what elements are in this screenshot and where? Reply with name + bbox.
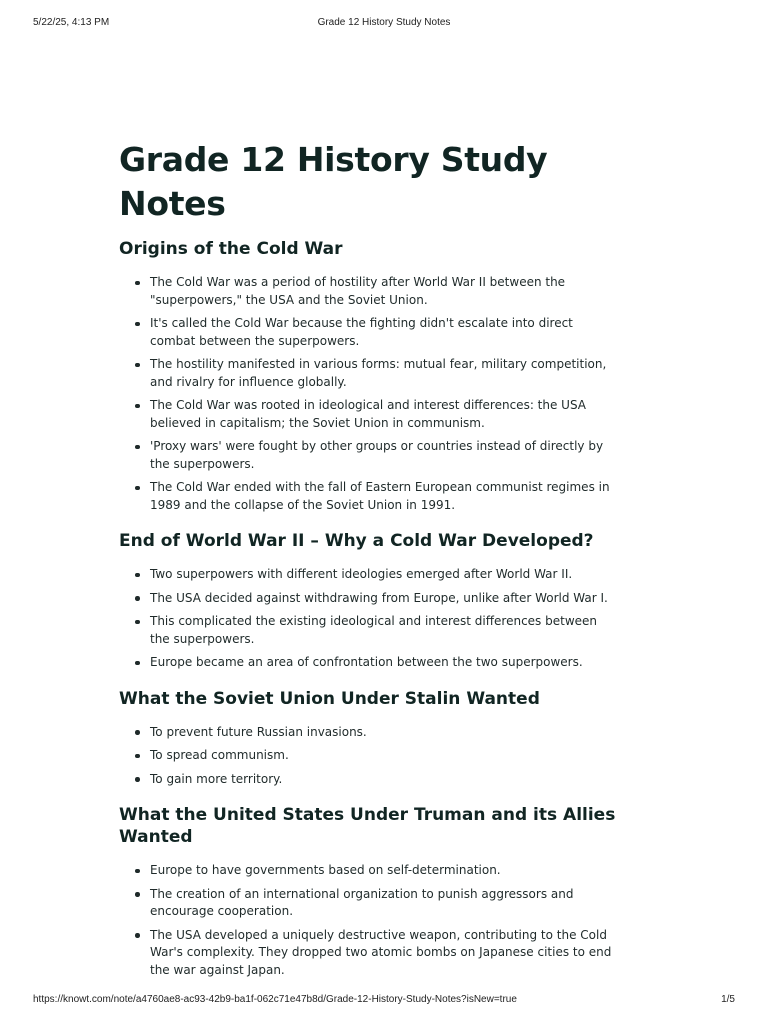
list-item: The USA decided against withdrawing from Europe, unlike after World War I. bbox=[150, 590, 619, 608]
list-item: The creation of an international organization to punish aggressors and encourage cooperation. bbox=[150, 886, 619, 921]
section-heading: Origins of the Cold War bbox=[119, 239, 343, 259]
section-end-of-ww2 bbox=[119, 530, 619, 672]
section-heading: End of World War II – Why a Cold War Developed? bbox=[119, 531, 594, 551]
bullet-list bbox=[119, 724, 619, 789]
list-item: The USA developed a uniquely destructive weapon, contributing to the Cold War's complexity. They dropped two atomic bombs on Japanese cities to end the war against Japan. bbox=[150, 927, 619, 980]
section-heading: What the United States Under Truman and its Allies Wanted bbox=[119, 805, 616, 847]
section-heading: What the Soviet Union Under Stalin Wanted bbox=[119, 688, 540, 709]
print-header bbox=[33, 17, 735, 31]
section-united-states-wanted bbox=[119, 804, 619, 979]
list-item: Europe to have governments based on self-determination. bbox=[150, 862, 619, 880]
list-item: To gain more territory. bbox=[150, 771, 619, 789]
document-title: Grade 12 History Study Notes bbox=[119, 140, 548, 223]
list-item: 'Proxy wars' were fought by other groups or countries instead of directly by the superpowers. bbox=[150, 438, 619, 473]
section-origins-of-cold-war bbox=[119, 238, 619, 514]
list-item: This complicated the existing ideological and interest differences between the superpowers. bbox=[150, 613, 619, 648]
bullet-list bbox=[119, 862, 619, 979]
print-datetime: 5/22/25, 4:13 PM bbox=[33, 17, 110, 28]
list-item: It's called the Cold War because the fighting didn't escalate into direct combat between the superpowers. bbox=[150, 315, 619, 350]
list-item: Europe became an area of confrontation between the two superpowers. bbox=[150, 654, 619, 672]
list-item: The Cold War was a period of hostility after World War II between the "superpowers," the USA and the Soviet Union. bbox=[150, 274, 619, 309]
list-item: The Cold War was rooted in ideological and interest differences: the USA believed in capitalism; the Soviet Union in communism. bbox=[150, 397, 619, 432]
section-soviet-union-wanted bbox=[119, 688, 619, 789]
bullet-list bbox=[119, 274, 619, 514]
print-page-title: Grade 12 History Study Notes bbox=[317, 17, 451, 28]
bullet-list bbox=[119, 566, 619, 672]
print-url: https://knowt.com/note/a4760ae8-ac93-42b9-ba1f-062c71e47b8d/Grade-12-History-Study-Notes?isNew=true bbox=[33, 994, 517, 1005]
list-item: To spread communism. bbox=[150, 747, 619, 765]
print-footer bbox=[33, 994, 735, 1008]
list-item: Two superpowers with different ideologies emerged after World War II. bbox=[150, 566, 619, 584]
document-body bbox=[119, 138, 619, 995]
list-item: To prevent future Russian invasions. bbox=[150, 724, 619, 742]
page-indicator: 1/5 bbox=[721, 994, 735, 1005]
list-item: The hostility manifested in various forms: mutual fear, military competition, and rivalry for influence globally. bbox=[150, 356, 619, 391]
list-item: The Cold War ended with the fall of Eastern European communist regimes in 1989 and the collapse of the Soviet Union in 1991. bbox=[150, 479, 619, 514]
